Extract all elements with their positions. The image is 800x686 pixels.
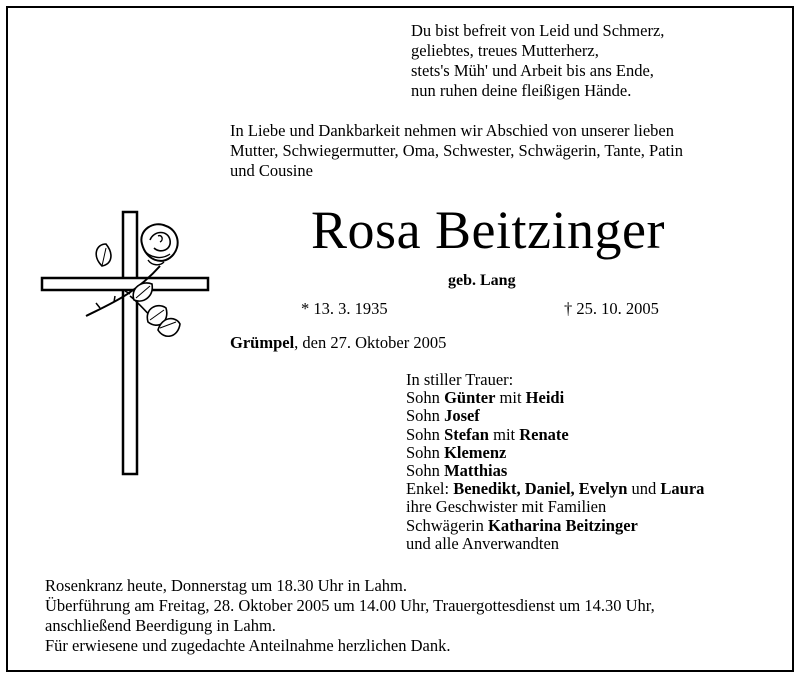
grandchild-name: Laura [660, 479, 705, 499]
mourner-name: Klemenz [444, 442, 507, 462]
connector: mit [495, 388, 526, 408]
relation: Sohn [406, 388, 445, 408]
mourner-name: Matthias [444, 461, 508, 481]
mourners-heading: In stiller Trauer: [406, 370, 514, 389]
poem-line: Du bist befreit von Leid und Schmerz, [411, 21, 665, 40]
sister-in-law-row [406, 517, 704, 535]
poem-line: nun ruhen deine fleißigen Hände. [411, 81, 632, 100]
connector: und [627, 479, 661, 499]
deceased-name: Rosa Beitzinger [311, 200, 665, 260]
relation: Sohn [406, 406, 445, 426]
place: Grümpel [230, 333, 295, 352]
mourner-name: Günter [444, 388, 496, 408]
mourner-name: Josef [444, 406, 480, 426]
siblings-row: ihre Geschwister mit Familien [406, 497, 607, 517]
relation: Enkel: [406, 479, 454, 499]
connector: mit [488, 424, 520, 444]
poem-line: geliebtes, treues Mutterherz, [411, 41, 599, 60]
intro-line: und Cousine [230, 161, 313, 180]
cross-with-rose-icon [30, 204, 210, 476]
mourner-row [406, 389, 704, 407]
relation: Sohn [406, 442, 445, 462]
closing-row: und alle Anverwandten [406, 533, 560, 553]
sister-in-law-name: Katharina Beitzinger [488, 515, 638, 535]
relation: Sohn [406, 461, 445, 481]
footer-line: Rosenkranz heute, Donnerstag um 18.30 Uhr in Lahm. [45, 576, 408, 595]
mourner-row [406, 407, 704, 425]
footer-line: Für erwiesene und zugedachte Anteilnahme herzlichen Dank. [45, 636, 451, 655]
poem [411, 21, 664, 101]
mourner-row [406, 444, 704, 462]
footer-line: Überführung am Freitag, 28. Oktober 2005 um 14.00 Uhr, Trauergottesdienst um 14.30 Uhr, [45, 596, 655, 615]
birth-date: * 13. 3. 1935 [301, 299, 388, 318]
partner-name: Renate [519, 424, 569, 444]
relation: Schwägerin [406, 515, 489, 535]
obituary-notice [6, 6, 794, 672]
grandchildren-row [406, 480, 704, 498]
intro-text [230, 121, 683, 181]
dateline [230, 333, 446, 353]
mourner-name: Stefan [444, 424, 489, 444]
poem-line: stets's Müh' und Arbeit bis ans Ende, [411, 61, 654, 80]
footer-line: anschließend Beerdigung in Lahm. [45, 616, 276, 635]
mourner-row [406, 426, 704, 444]
date: , den 27. Oktober 2005 [294, 333, 447, 352]
footer-text [45, 576, 655, 656]
mourners-list [406, 371, 704, 553]
grandchildren-names: Benedikt, Daniel, Evelyn [453, 479, 628, 499]
death-date: † 25. 10. 2005 [564, 299, 659, 318]
mourner-row [406, 462, 704, 480]
intro-line: Mutter, Schwiegermutter, Oma, Schwester, Schwägerin, Tante, Patin [230, 141, 683, 160]
partner-name: Heidi [525, 388, 565, 408]
maiden-name: geb. Lang [448, 272, 516, 289]
intro-line: In Liebe und Dankbarkeit nehmen wir Abschied von unserer lieben [230, 121, 674, 140]
relation: Sohn [406, 424, 445, 444]
